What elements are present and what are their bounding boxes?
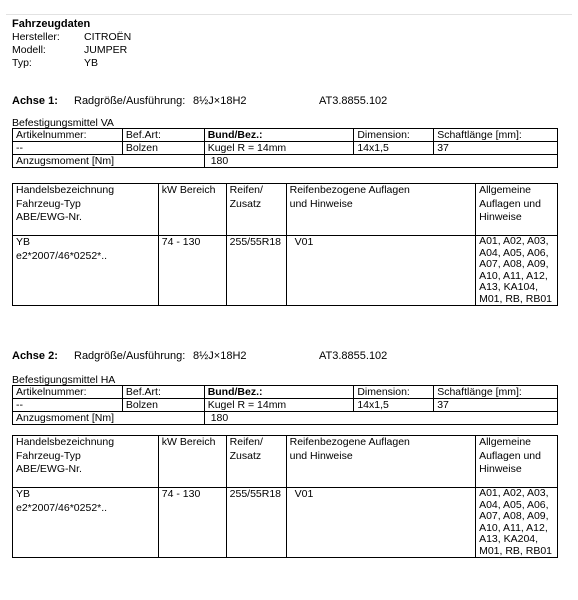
- axle-2-line: [12, 350, 387, 362]
- axle-1-line: [12, 95, 387, 107]
- vehicle-data: [12, 18, 131, 70]
- tire-notes-cell: V01: [286, 236, 475, 306]
- header-cell: Schaftlänge [mm]:: [434, 129, 558, 142]
- header-cell: Artikelnummer:: [13, 129, 123, 142]
- header-cell: Bef.Art:: [122, 129, 204, 142]
- value-cell: Bolzen: [122, 142, 204, 155]
- header-cell: Reifenbezogene Auflagen und Hinweise: [286, 184, 475, 236]
- vehicle-field-manufacturer: [12, 31, 131, 44]
- value-cell: Kugel R = 14mm: [204, 399, 354, 412]
- header-cell: Artikelnummer:: [13, 386, 123, 399]
- value-cell: 37: [434, 142, 558, 155]
- approval-code: AT3.8855.102: [319, 350, 388, 362]
- header-cell: Schaftlänge [mm]:: [434, 386, 558, 399]
- header-cell: Reifen/ Zusatz: [226, 184, 286, 236]
- tire-cell: 255/55R18: [226, 236, 286, 306]
- axle-label: Achse 1:: [12, 95, 58, 107]
- approval-header-row: [13, 436, 558, 488]
- fastener-header-row: [13, 386, 558, 399]
- header-cell: Bef.Art:: [122, 386, 204, 399]
- field-label: Modell:: [12, 44, 46, 56]
- value-cell: Kugel R = 14mm: [204, 142, 354, 155]
- vehicle-field-type: [12, 57, 131, 70]
- header-cell: Reifen/ Zusatz: [226, 436, 286, 488]
- general-notes-cell: A01, A02, A03, A04, A05, A06, A07, A08, A09, A10, A11, A12, A13, KA204, M01, RB, RB01: [476, 488, 558, 558]
- header-cell: Bund/Bez.:: [204, 386, 354, 399]
- value-cell: 37: [434, 399, 558, 412]
- vehicle-type-cell: YB e2*2007/46*0252*..: [13, 236, 159, 306]
- fastener-header-row: [13, 129, 558, 142]
- size-label: Radgröße/Ausführung:: [74, 95, 186, 107]
- torque-label: Anzugsmoment [Nm]: [13, 155, 205, 168]
- fastener-table-axle-1: [12, 128, 558, 168]
- rim-size: 8½J×18H2: [193, 350, 247, 362]
- fastener-value-row: [13, 399, 558, 412]
- general-notes-cell: A01, A02, A03, A04, A05, A06, A07, A08, A09, A10, A11, A12, A13, KA104, M01, RB, RB01: [476, 236, 558, 306]
- torque-value: 180: [204, 155, 557, 168]
- torque-row: [13, 155, 558, 168]
- value-cell: Bolzen: [122, 399, 204, 412]
- fastener-table-axle-2: [12, 385, 558, 425]
- approval-data-row: [13, 488, 558, 558]
- field-value: CITROËN: [84, 31, 132, 43]
- fastener-title: Befestigungsmittel VA: [12, 117, 114, 129]
- header-cell: Dimension:: [354, 129, 434, 142]
- vehicle-type-cell: YB e2*2007/46*0252*..: [13, 488, 159, 558]
- vehicle-field-model: [12, 44, 131, 57]
- header-cell: Handelsbezeichnung Fahrzeug-Typ ABE/EWG-Nr.: [13, 436, 159, 488]
- kw-range-cell: 74 - 130: [158, 236, 226, 306]
- value-cell: --: [13, 142, 123, 155]
- header-cell: Bund/Bez.:: [204, 129, 354, 142]
- header-cell: Handelsbezeichnung Fahrzeug-Typ ABE/EWG-Nr.: [13, 184, 159, 236]
- header-cell: Allgemeine Auflagen und Hinweise: [476, 184, 558, 236]
- torque-value: 180: [204, 412, 557, 425]
- vehicle-title: Fahrzeugdaten: [12, 18, 91, 30]
- field-label: Hersteller:: [12, 31, 60, 43]
- header-cell: kW Bereich: [158, 184, 226, 236]
- value-cell: 14x1,5: [354, 399, 434, 412]
- field-value: JUMPER: [84, 44, 128, 56]
- fastener-title: Befestigungsmittel HA: [12, 374, 116, 386]
- value-cell: --: [13, 399, 123, 412]
- torque-row: [13, 412, 558, 425]
- kw-range-cell: 74 - 130: [158, 488, 226, 558]
- header-cell: Allgemeine Auflagen und Hinweise: [476, 436, 558, 488]
- axle-label: Achse 2:: [12, 350, 58, 362]
- approval-code: AT3.8855.102: [319, 95, 388, 107]
- value-cell: 14x1,5: [354, 142, 434, 155]
- approval-header-row: [13, 184, 558, 236]
- fastener-value-row: [13, 142, 558, 155]
- approval-data-row: [13, 236, 558, 306]
- tire-notes-cell: V01: [286, 488, 475, 558]
- tire-cell: 255/55R18: [226, 488, 286, 558]
- approval-table-axle-1: [12, 183, 558, 306]
- size-label: Radgröße/Ausführung:: [74, 350, 186, 362]
- field-label: Typ:: [12, 57, 32, 69]
- top-divider: [6, 14, 572, 15]
- header-cell: Reifenbezogene Auflagen und Hinweise: [286, 436, 475, 488]
- field-value: YB: [84, 57, 99, 69]
- approval-table-axle-2: [12, 435, 558, 558]
- header-cell: kW Bereich: [158, 436, 226, 488]
- torque-label: Anzugsmoment [Nm]: [13, 412, 205, 425]
- header-cell: Dimension:: [354, 386, 434, 399]
- rim-size: 8½J×18H2: [193, 95, 247, 107]
